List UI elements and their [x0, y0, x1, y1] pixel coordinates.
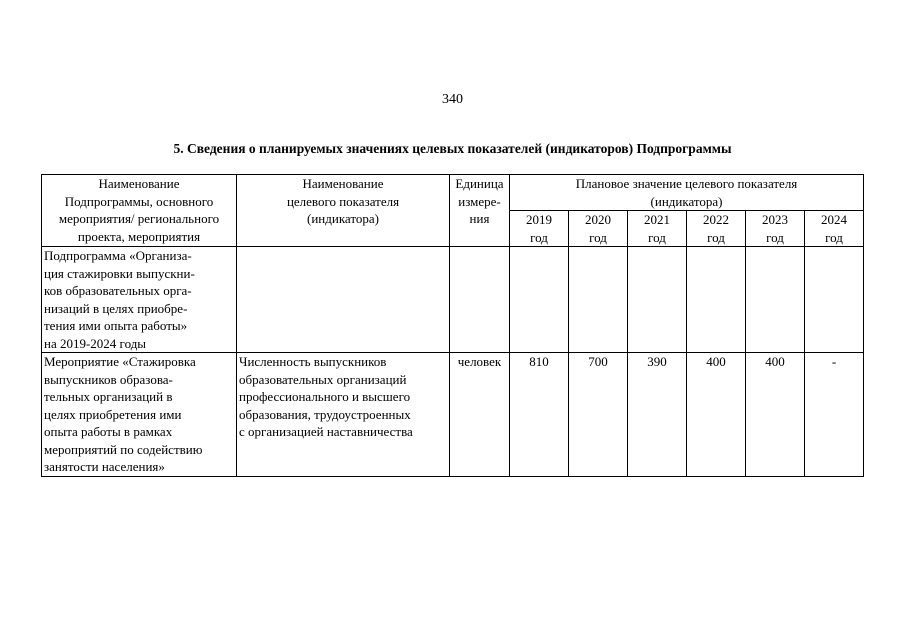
row-value-2021 — [628, 247, 687, 353]
row-value-2021: 390 — [628, 353, 687, 477]
indicators-table — [41, 174, 864, 477]
row-value-2022: 400 — [687, 353, 746, 477]
row-program-name: Мероприятие «Стажировка выпускников образова- тельных организаций в целях приобретения ими опыта работы в рамках мероприятий по содействию занятости населения» — [42, 353, 237, 477]
row-value-2024 — [805, 247, 864, 353]
header-year-2019: 2019 год — [510, 211, 569, 247]
row-value-2020 — [569, 247, 628, 353]
header-year-2021: 2021 год — [628, 211, 687, 247]
row-value-2023: 400 — [746, 353, 805, 477]
row-value-2019 — [510, 247, 569, 353]
header-year-2020: 2020 год — [569, 211, 628, 247]
row-unit: человек — [450, 353, 510, 477]
header-year-2023: 2023 год — [746, 211, 805, 247]
header-year-2022: 2022 год — [687, 211, 746, 247]
header-program-name: Наименование Подпрограммы, основного мероприятия/ регионального проекта, мероприятия — [42, 175, 237, 247]
table-row — [42, 353, 864, 477]
table-row — [42, 247, 864, 353]
header-row-1 — [42, 175, 864, 211]
section-title: 5. Сведения о планируемых значениях целевых показателей (индикаторов) Подпрограммы — [173, 141, 732, 156]
row-indicator-name: Численность выпускников образовательных организаций профессионального и высшего образования, трудоустроенных с организацией наставничества — [237, 353, 450, 477]
row-value-2023 — [746, 247, 805, 353]
header-planned-value: Плановое значение целевого показателя (индикатора) — [510, 175, 864, 211]
page-number: 340 — [442, 92, 463, 107]
row-value-2020: 700 — [569, 353, 628, 477]
row-value-2024: - — [805, 353, 864, 477]
header-unit: Единица измере- ния — [450, 175, 510, 247]
header-year-2024: 2024 год — [805, 211, 864, 247]
row-indicator-name — [237, 247, 450, 353]
header-indicator-name: Наименование целевого показателя (индикатора) — [237, 175, 450, 247]
row-unit — [450, 247, 510, 353]
row-value-2022 — [687, 247, 746, 353]
row-program-name: Подпрограмма «Организа- ция стажировки выпускни- ков образовательных орга- низаций в целях приобре- тения ими опыта работы» на 2019-2024 годы — [42, 247, 237, 353]
row-value-2019: 810 — [510, 353, 569, 477]
